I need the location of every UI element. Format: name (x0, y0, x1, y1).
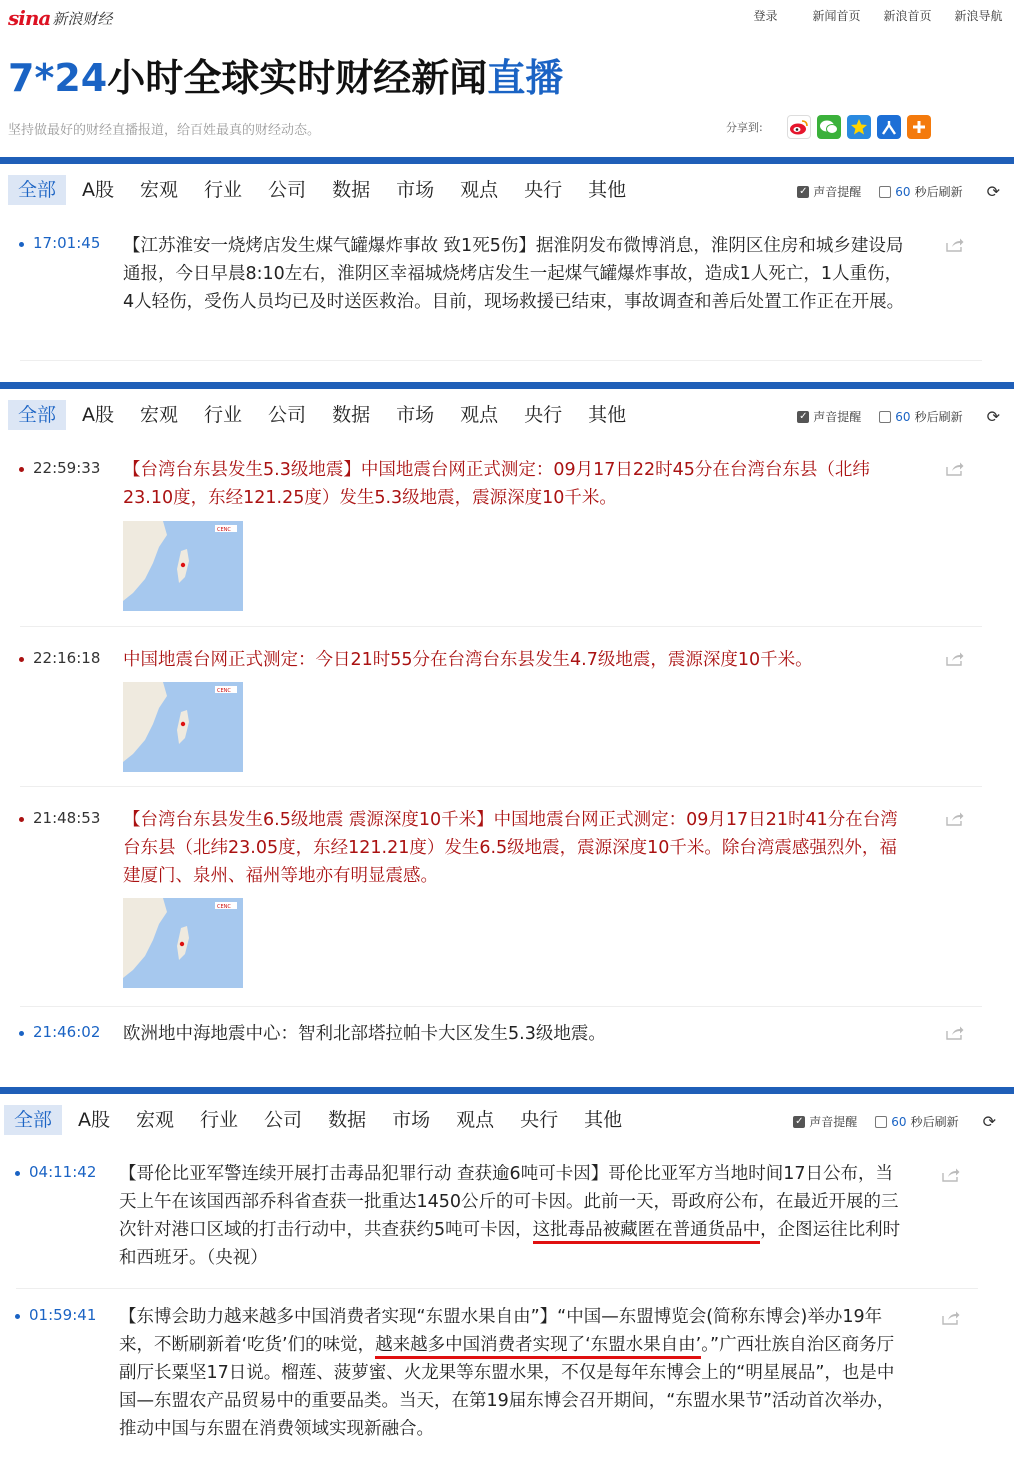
news-text (119, 1160, 909, 1272)
tab-macro[interactable]: 宏观 (136, 1109, 175, 1131)
logo-finance: 新浪财经 (52, 9, 113, 28)
svg-text:CENC: CENC (217, 527, 231, 533)
panel-top-bar (0, 157, 1014, 164)
timeline-dot (19, 242, 24, 247)
tab-macro[interactable]: 宏观 (140, 179, 179, 201)
auto-refresh-checkbox[interactable] (879, 411, 891, 423)
tab-market[interactable]: 市场 (396, 179, 435, 201)
tab-a-shares[interactable]: A股 (82, 404, 115, 426)
news-item (0, 1303, 984, 1470)
login-link[interactable]: 登录 (753, 9, 778, 23)
highlighted-phrase: 越来越多中国消费者实现了‘东盟水果自由’ (375, 1335, 701, 1359)
share-icon[interactable] (946, 652, 964, 666)
page-title (8, 52, 563, 104)
tab-opinion[interactable]: 观点 (460, 404, 499, 426)
panel-top-bar (0, 382, 1014, 389)
refresh-controls (797, 182, 1000, 201)
sound-alert-checkbox[interactable]: ✓ (799, 185, 808, 197)
refresh-controls (793, 1112, 996, 1131)
tab-all[interactable]: 全部 (4, 1105, 62, 1135)
news-time: 21:46:02 (33, 1023, 101, 1041)
news-text (119, 1303, 909, 1443)
tab-company[interactable]: 公司 (268, 404, 307, 426)
wechat-icon[interactable] (817, 115, 841, 139)
category-tabs (4, 1105, 638, 1135)
share-label: 分享到: (726, 121, 763, 134)
news-home-link[interactable]: 新闻首页 (812, 9, 861, 23)
news-text-part: ，企图运往比利时和西班牙。（央视） (119, 1220, 901, 1268)
share-bar (726, 115, 937, 139)
news-time: 04:11:42 (29, 1163, 97, 1181)
news-panel-1 (0, 157, 1014, 372)
tab-data[interactable]: 数据 (328, 1109, 367, 1131)
tab-industry[interactable]: 行业 (200, 1109, 239, 1131)
renren-icon[interactable] (877, 115, 901, 139)
timeline-dot (15, 1171, 20, 1176)
tab-opinion[interactable]: 观点 (460, 179, 499, 201)
highlighted-phrase: 这批毒品被藏匿在普通货品中 (533, 1220, 761, 1244)
svg-text:CENC: CENC (217, 688, 231, 694)
news-time: 01:59:41 (29, 1306, 97, 1324)
auto-refresh-label: 秒后刷新 (914, 185, 963, 199)
timeline-dot (19, 467, 24, 472)
news-panel-2 (0, 382, 1014, 1077)
tab-central-bank[interactable]: 央行 (524, 404, 563, 426)
tab-a-shares[interactable]: A股 (82, 179, 115, 201)
timeline-dot (15, 1314, 20, 1319)
news-time: 22:59:33 (33, 459, 101, 477)
news-text-part: 。”广西壮族自治区商务厅副厅长粟坚17日说。榴莲、菠萝蜜、火龙果等东盟水果，不仅是每年东博会上的“明星展品”，也是中国—东盟农产品贸易中的重要品类。当天，在第19届东博会召开期间，“东盟水果节”活动首次举办，推动中国与东盟在消费领域实现新融合。 (119, 1335, 895, 1439)
news-item (0, 232, 988, 372)
tab-a-shares[interactable]: A股 (78, 1109, 111, 1131)
sound-alert-checkbox[interactable]: ✓ (799, 410, 808, 422)
timeline-dot (19, 1031, 24, 1036)
auto-refresh-checkbox[interactable] (879, 186, 891, 198)
news-text: 【台湾台东县发生5.3级地震】中国地震台网正式测定：09月17日22时45分在台湾台东县（北纬23.10度，东经121.25度）发生5.3级地震，震源深度10千米。 (123, 460, 870, 508)
share-icon[interactable] (946, 462, 964, 476)
news-item (0, 1160, 984, 1300)
tab-company[interactable]: 公司 (264, 1109, 303, 1131)
more-share-icon[interactable] (907, 115, 931, 139)
news-text: 【江苏淮安一烧烤店发生煤气罐爆炸事故 致1死5伤】据淮阴发布微博消息，淮阴区住房和城乡建设局通报，今日早晨8:10左右，淮阴区幸福城烧烤店发生一起煤气罐爆炸事故，造成1人死亡，1人重伤，4人轻伤，受伤人员均已及时送医救治。目前，现场救援已结束，事故调查和善后处置工作正在开展。 (123, 236, 905, 312)
refresh-controls (797, 407, 1000, 426)
weibo-icon[interactable] (787, 115, 811, 139)
timeline-dot (19, 817, 24, 822)
tab-data[interactable]: 数据 (332, 404, 371, 426)
share-icon[interactable] (942, 1311, 960, 1325)
refresh-icon[interactable]: ⟳ (982, 1112, 996, 1131)
sound-alert-checkbox[interactable]: ✓ (795, 1115, 804, 1127)
tab-company[interactable]: 公司 (268, 179, 307, 201)
news-time: 22:16:18 (33, 649, 101, 667)
news-text: 中国地震台网正式测定：今日21时55分在台湾台东县发生4.7级地震，震源深度10千米。 (123, 650, 813, 670)
sina-home-link[interactable]: 新浪首页 (883, 9, 932, 23)
logo-sina: sina (8, 6, 51, 30)
refresh-seconds: 60 (895, 184, 911, 199)
item-divider (20, 786, 982, 787)
tab-other[interactable]: 其他 (588, 179, 627, 201)
tab-all[interactable]: 全部 (8, 400, 66, 430)
timeline-dot (19, 657, 24, 662)
category-tabs (8, 400, 642, 430)
tab-other[interactable]: 其他 (588, 404, 627, 426)
tab-data[interactable]: 数据 (332, 179, 371, 201)
news-item (0, 1020, 988, 1070)
earthquake-map-image[interactable] (123, 521, 243, 611)
page-subtitle: 坚持做最好的财经直播报道，给百姓最真的财经动态。 (8, 123, 321, 138)
auto-refresh-checkbox[interactable] (875, 1116, 887, 1128)
category-tabs (8, 175, 642, 205)
news-text: 【台湾台东县发生6.5级地震 震源深度10千米】中国地震台网正式测定：09月17日21时41分在台湾台东县（北纬23.05度，东经121.21度）发生6.5级地震，震源深度10千米。除台湾震感强烈外，福建厦门、泉州、福州等地亦有明显震感。 (123, 810, 898, 886)
top-links (730, 7, 1014, 24)
refresh-icon[interactable]: ⟳ (986, 407, 1000, 426)
tab-central-bank[interactable]: 央行 (520, 1109, 559, 1131)
news-item (0, 806, 988, 1006)
news-text-part: 【哥伦比亚军警连续开展打击毒品犯罪行动 查获逾6吨可卡因】哥伦比亚军方当地时间17日公布，当天上午在该国西部乔科省查获一批重达1450公斤的可卡因。此前一天，哥政府公布，在最近开展的三次针对港口区域的打击行动中，共查获约5吨可卡因， (119, 1164, 899, 1240)
tab-opinion[interactable]: 观点 (456, 1109, 495, 1131)
tab-industry[interactable]: 行业 (204, 179, 243, 201)
news-time: 21:48:53 (33, 809, 101, 827)
qzone-icon[interactable] (847, 115, 871, 139)
svg-text:CENC: CENC (217, 904, 231, 910)
sound-alert-label: 声音提醒 (813, 185, 862, 199)
share-icon[interactable] (946, 238, 964, 252)
item-divider (20, 626, 982, 627)
sina-finance-logo[interactable] (8, 6, 112, 30)
news-text-part: 【东博会助力越来越多中国消费者实现“东盟水果自由”】“中国—东盟博览会(简称东博会)举办19年来，不断刷新着‘吃货’们的味觉， (119, 1307, 883, 1355)
refresh-seconds: 60 (895, 409, 911, 424)
tab-market[interactable]: 市场 (392, 1109, 431, 1131)
news-text: 欧洲地中海地震中心：智利北部塔拉帕卡大区发生5.3级地震。 (123, 1024, 606, 1044)
panel-top-bar (0, 1087, 1014, 1094)
item-divider (20, 360, 982, 361)
title-part-b: 小时全球实时财经新闻 (107, 56, 488, 100)
share-icon[interactable] (946, 1026, 964, 1040)
top-bar (0, 0, 1014, 34)
sound-alert-label: 声音提醒 (813, 410, 862, 424)
tab-market[interactable]: 市场 (396, 404, 435, 426)
tab-other[interactable]: 其他 (584, 1109, 623, 1131)
news-item (0, 646, 988, 796)
news-item (0, 456, 988, 636)
share-icon[interactable] (946, 812, 964, 826)
tab-industry[interactable]: 行业 (204, 404, 243, 426)
earthquake-map-image[interactable] (123, 898, 243, 988)
tab-all[interactable]: 全部 (8, 175, 66, 205)
news-panel-3 (0, 1087, 1014, 1470)
tab-macro[interactable]: 宏观 (140, 404, 179, 426)
earthquake-map-image[interactable] (123, 682, 243, 772)
refresh-icon[interactable]: ⟳ (986, 182, 1000, 201)
tab-central-bank[interactable]: 央行 (524, 179, 563, 201)
title-part-a: 7*24 (8, 56, 108, 100)
item-divider (16, 1288, 978, 1289)
auto-refresh-label: 秒后刷新 (910, 1115, 959, 1129)
sina-nav-link[interactable]: 新浪导航 (954, 9, 1003, 23)
share-icon[interactable] (942, 1168, 960, 1182)
item-divider (20, 1006, 982, 1007)
refresh-seconds: 60 (891, 1114, 907, 1129)
auto-refresh-label: 秒后刷新 (914, 410, 963, 424)
title-part-c: 直播 (487, 56, 564, 100)
sound-alert-label: 声音提醒 (809, 1115, 858, 1129)
news-time: 17:01:45 (33, 234, 101, 252)
